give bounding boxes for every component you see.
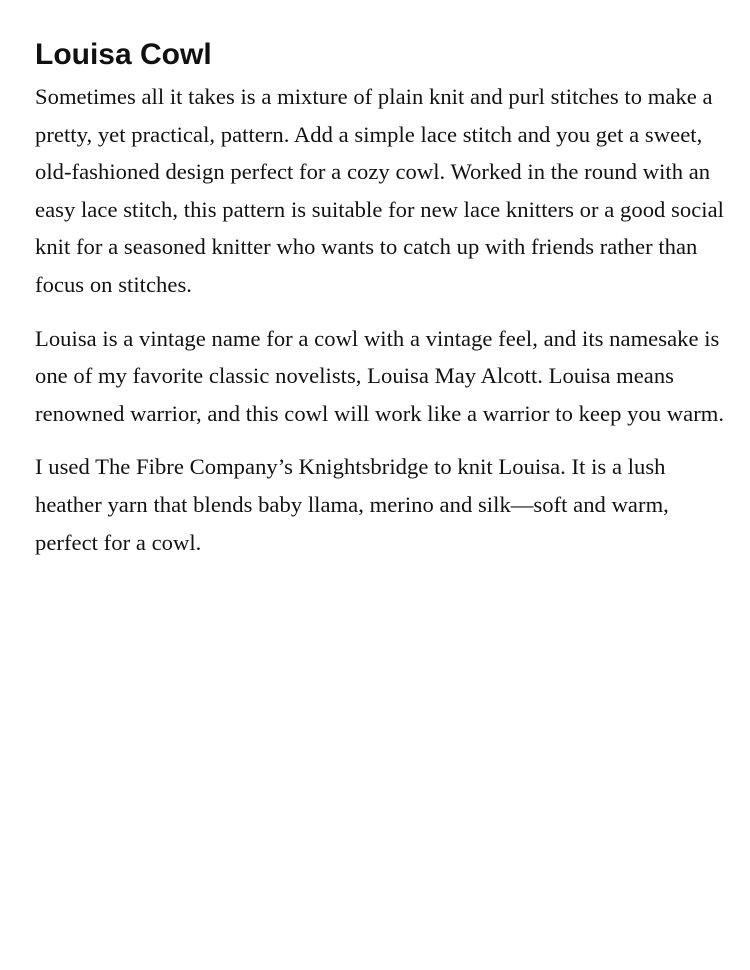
name-origin-paragraph: Louisa is a vintage name for a cowl with a vintage feel, and its namesake is one of my favorite classic novelists, Louisa May Alcott. Louisa means renowned warrior, and this cowl will work like a warrior to keep you warm.	[35, 325, 725, 426]
page-title: Louisa Cowl	[35, 38, 212, 71]
yarn-paragraph: I used The Fibre Company’s Knightsbridge to knit Louisa. It is a lush heather yarn that blends baby llama, merino and silk—soft and warm, perfect for a cowl.	[35, 454, 669, 555]
intro-paragraph: Sometimes all it takes is a mixture of plain knit and purl stitches to make a pretty, yet practical, pattern. Add a simple lace stitch and you get a sweet, old-fashioned design perfect for a cozy cowl. Worked in the round with an easy lace stitch, this pattern is suitable for new lace knitters or a good social knit for a seasoned knitter who wants to catch up with friends rather than focus on stitches.	[35, 84, 724, 297]
article	[35, 36, 725, 577]
